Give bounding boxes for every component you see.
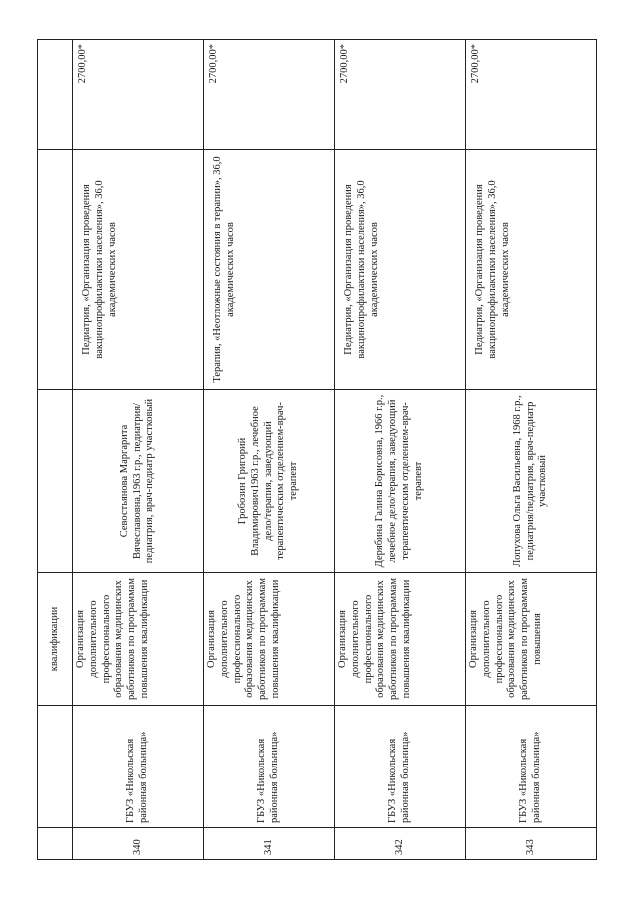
row-number: 340	[73, 828, 204, 860]
table-row	[73, 40, 204, 860]
rotated-table-container	[37, 40, 552, 860]
employee-info: Дерябина Галина Борисовна, 1966 г.р., лечебное дело/терапия, заведующий терапевтическим отделением-врач-терапевт	[335, 390, 466, 573]
table-row	[335, 40, 466, 860]
department-name: Организация дополнительного профессионального образования медицинских работников по программам повышения	[466, 573, 597, 706]
cont-course-cell	[38, 150, 73, 390]
department-name: Организация дополнительного профессионального образования медицинских работников по программам повышения квалификации	[335, 573, 466, 706]
cont-department-cell: квалификации	[38, 573, 73, 706]
department-name: Организация дополнительного профессионального образования медицинских работников по программам повышения квалификации	[73, 573, 204, 706]
employee-info: Гробозин Григорий Владимирович1963 г.р., лечебное дело/терапия, заведующий терапевтическим отделением-врач-терапевт	[204, 390, 335, 573]
cont-employee-cell	[38, 390, 73, 573]
row-number: 341	[204, 828, 335, 860]
course-info: Педиатрия, «Организация проведения вакцинопрофилактики населения», 36,0 академических часов	[335, 150, 466, 390]
hospital-name: ГБУЗ «Никольская районная больница»	[204, 706, 335, 828]
cont-hospital-cell	[38, 706, 73, 828]
hospital-name: ГБУЗ «Никольская районная больница»	[73, 706, 204, 828]
course-info: Терапия, «Неотложные состояния в терапии», 36,0 академических часов	[204, 150, 335, 390]
cont-num-cell	[38, 828, 73, 860]
row-number: 342	[335, 828, 466, 860]
course-info: Педиатрия, «Организация проведения вакцинопрофилактики населения», 36,0 академических часов	[73, 150, 204, 390]
row-number: 343	[466, 828, 597, 860]
price-value: 2700,00*	[204, 40, 335, 150]
table-row	[204, 40, 335, 860]
training-table	[37, 39, 597, 860]
price-value: 2700,00*	[73, 40, 204, 150]
cont-price-cell	[38, 40, 73, 150]
table-row	[466, 40, 597, 860]
price-value: 2700,00*	[335, 40, 466, 150]
price-value: 2700,00*	[466, 40, 597, 150]
employee-info: Лопухова Ольга Васильевна, 1968 г.р., педиатрия/педиатрия, врач-педиатр участковый	[466, 390, 597, 573]
hospital-name: ГБУЗ «Никольская районная больница»	[466, 706, 597, 828]
continuation-row	[38, 40, 73, 860]
hospital-name: ГБУЗ «Никольская районная больница»	[335, 706, 466, 828]
employee-info: Севостьянова Маргарита Вячеславовна,1963 г.р., педиатрия/педиатрия, врач-педиатр участковый	[73, 390, 204, 573]
department-name: Организация дополнительного профессионального образования медицинских работников по программам повышения квалификации	[204, 573, 335, 706]
course-info: Педиатрия, «Организация проведения вакцинопрофилактики населения», 36,0 академических часов	[466, 150, 597, 390]
